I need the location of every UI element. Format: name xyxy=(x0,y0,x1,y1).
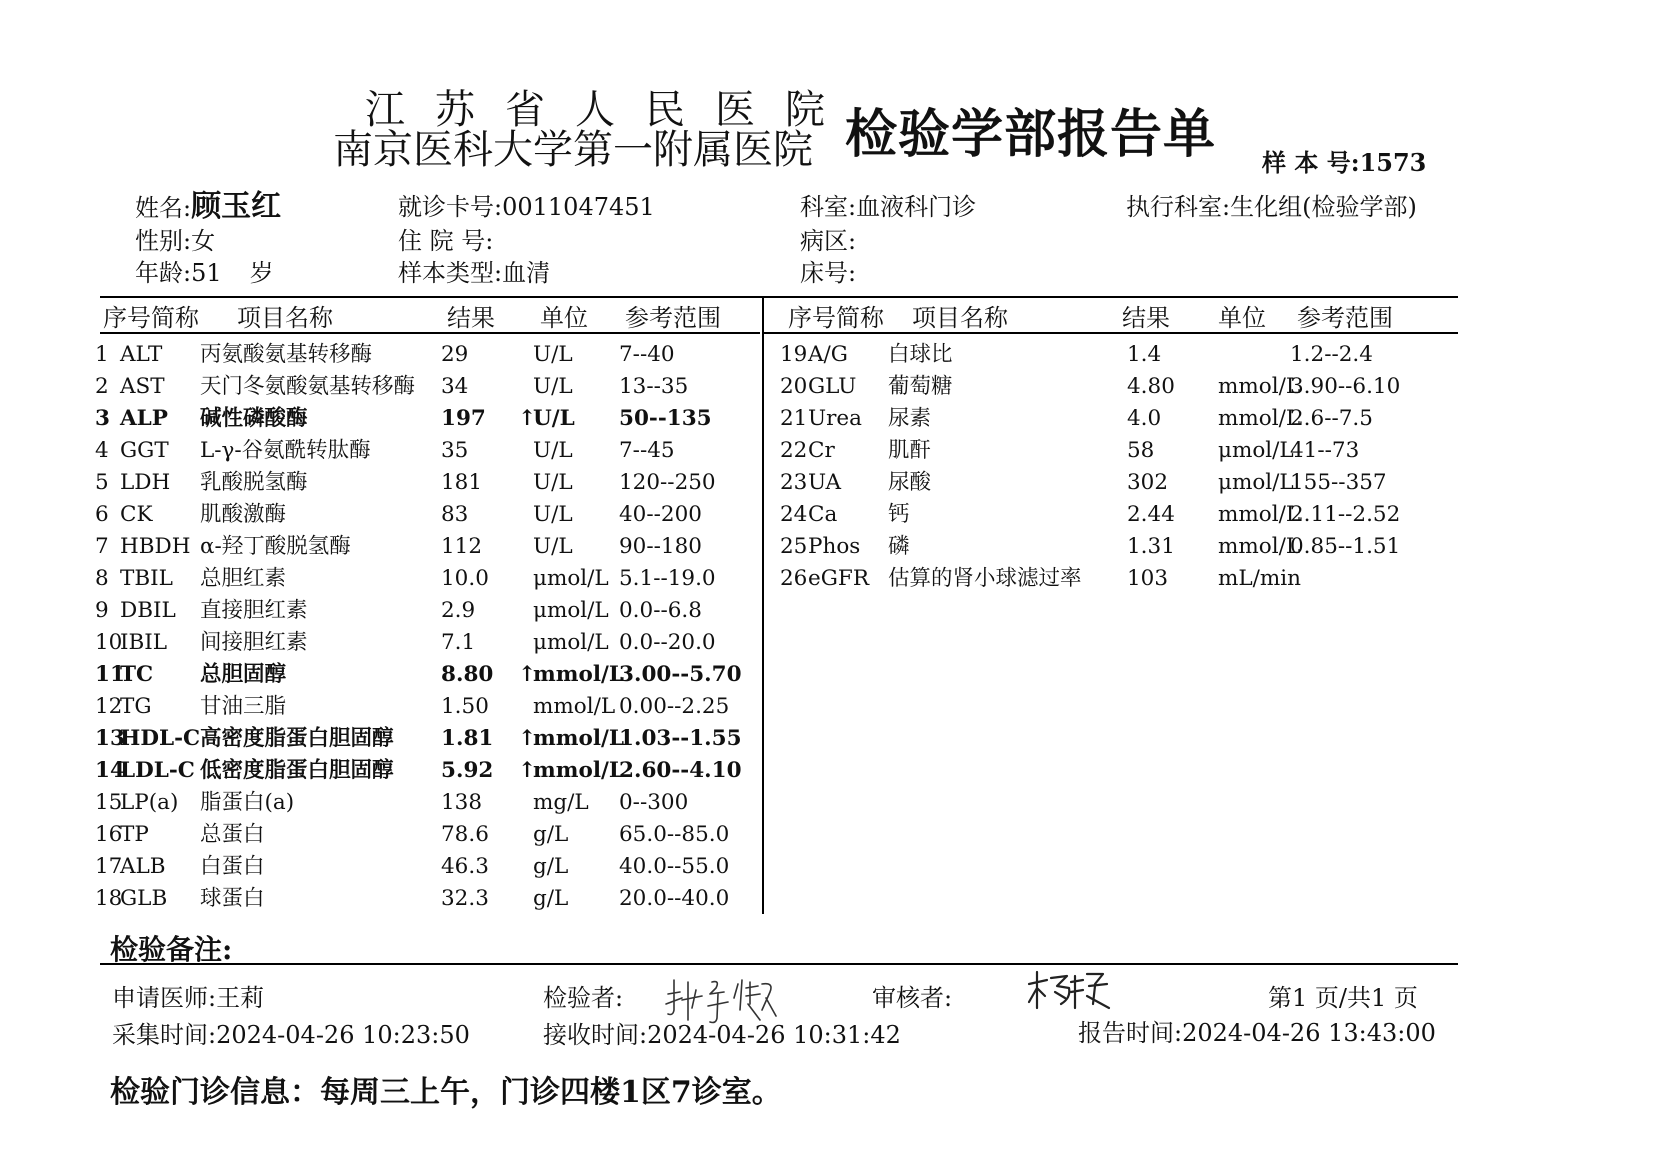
right-item-result: 1.4 xyxy=(1127,342,1162,367)
left-item-code: LP(a) xyxy=(120,790,179,815)
left-item-result: 181 xyxy=(441,470,483,495)
receive-time-value: 2024-04-26 10:31:42 xyxy=(647,1021,901,1049)
table-row xyxy=(0,628,1653,660)
left-item-unit: U/L xyxy=(533,342,573,367)
page-info: 第1 页/共1 页 xyxy=(1268,984,1418,1012)
left-item-unit: U/L xyxy=(533,470,573,495)
report-time-label: 报告时间: xyxy=(1078,1019,1183,1047)
table-row xyxy=(0,340,1653,372)
right-item-unit: μmol/L xyxy=(1218,438,1294,463)
left-item-code: TBIL xyxy=(120,566,173,591)
left-item-flag: ↑ xyxy=(518,662,537,687)
left-item-result: 34 xyxy=(441,374,469,399)
table-row xyxy=(0,884,1653,916)
clinic-notice: 检验门诊信息：每周三上午，门诊四楼1区7诊室。 xyxy=(110,1075,782,1110)
right-item-number: 22 xyxy=(780,438,808,463)
left-item-range: 7--40 xyxy=(619,342,675,367)
left-item-range: 50--135 xyxy=(619,406,712,431)
card-number xyxy=(398,192,655,222)
table-row xyxy=(0,692,1653,724)
left-item-unit: U/L xyxy=(533,534,573,559)
right-item-name: 钙 xyxy=(888,502,910,527)
inpatient-number-label: 住 院 号: xyxy=(398,227,494,255)
left-item-range: 90--180 xyxy=(619,534,702,559)
hospital-name-line1: 江苏省人民医院 xyxy=(365,87,855,133)
left-item-code: TP xyxy=(120,822,149,847)
remarks-label: 检验备注: xyxy=(110,933,233,966)
left-item-range: 40.0--55.0 xyxy=(619,854,730,879)
left-item-unit: μmol/L xyxy=(533,630,609,655)
reviewer-label: 审核者: xyxy=(872,984,953,1012)
left-item-result: 8.80 xyxy=(441,662,494,687)
report-time-value: 2024-04-26 13:43:00 xyxy=(1182,1019,1436,1047)
right-item-range: 2.11--2.52 xyxy=(1290,502,1401,527)
right-item-number: 23 xyxy=(780,470,808,495)
right-item-range: 0.85--1.51 xyxy=(1290,534,1401,559)
left-item-number: 3 xyxy=(95,406,110,431)
table-row xyxy=(0,500,1653,532)
left-item-flag: ↑ xyxy=(518,758,537,783)
right-header-code: 序号简称 xyxy=(788,304,884,332)
left-item-number: 11 xyxy=(95,662,125,687)
table-row xyxy=(0,756,1653,788)
left-item-range: 13--35 xyxy=(619,374,689,399)
patient-age-unit: 岁 xyxy=(249,259,274,287)
patient-name-value: 顾玉红 xyxy=(191,189,282,224)
left-item-range: 0--300 xyxy=(619,790,689,815)
left-item-code: GLB xyxy=(120,886,168,911)
table-row xyxy=(0,724,1653,756)
right-item-number: 19 xyxy=(780,342,808,367)
left-item-number: 8 xyxy=(95,566,109,591)
left-item-result: 138 xyxy=(441,790,483,815)
right-item-result: 58 xyxy=(1127,438,1155,463)
left-item-name: 直接胆红素 xyxy=(200,598,308,623)
specimen-type-value: 血清 xyxy=(502,259,551,287)
department-label: 科室: xyxy=(800,193,857,221)
left-item-name: 总胆红素 xyxy=(200,566,287,591)
left-item-range: 40--200 xyxy=(619,502,702,527)
right-item-number: 20 xyxy=(780,374,808,399)
left-item-name: α-羟丁酸脱氢酶 xyxy=(200,534,351,559)
left-item-name: 总胆固醇 xyxy=(200,662,287,687)
left-item-unit: g/L xyxy=(533,886,569,911)
left-item-result: 29 xyxy=(441,342,469,367)
left-item-result: 112 xyxy=(441,534,483,559)
left-item-unit: U/L xyxy=(533,406,575,431)
right-item-name: 估算的肾小球滤过率 xyxy=(888,566,1082,591)
report-title: 检验学部报告单 xyxy=(845,104,1217,165)
left-item-name: 碱性磷酸酶 xyxy=(200,406,308,431)
left-item-result: 7.1 xyxy=(441,630,476,655)
right-item-name: 肌酐 xyxy=(888,438,932,463)
left-item-code: HBDH xyxy=(120,534,191,559)
tester-label: 检验者: xyxy=(543,984,624,1012)
left-item-flag: ↑ xyxy=(518,406,537,431)
receive-time xyxy=(543,1020,901,1050)
right-item-result: 4.80 xyxy=(1127,374,1175,399)
right-item-name: 白球比 xyxy=(888,342,953,367)
patient-age xyxy=(135,258,274,288)
department xyxy=(800,192,976,222)
right-item-range: 2.6--7.5 xyxy=(1290,406,1373,431)
right-item-result: 4.0 xyxy=(1127,406,1162,431)
left-item-code: AST xyxy=(120,374,165,399)
table-row xyxy=(0,564,1653,596)
specimen-type xyxy=(398,258,550,288)
left-item-unit: mg/L xyxy=(533,790,589,815)
left-item-code: GGT xyxy=(120,438,169,463)
left-item-unit: mmol/L xyxy=(533,726,624,751)
left-item-range: 2.60--4.10 xyxy=(619,758,742,783)
right-item-unit: mmol/L xyxy=(1218,374,1301,399)
left-item-number: 7 xyxy=(95,534,109,559)
left-item-name: 低密度脂蛋白胆固醇 xyxy=(200,758,394,783)
left-item-number: 13 xyxy=(95,726,125,751)
left-item-code: ALP xyxy=(120,406,168,431)
sample-number-value: 1573 xyxy=(1359,148,1427,177)
right-item-range: 41--73 xyxy=(1290,438,1360,463)
left-item-result: 10.0 xyxy=(441,566,489,591)
exec-department-label: 执行科室: xyxy=(1126,193,1231,221)
receive-time-label: 接收时间: xyxy=(543,1021,648,1049)
right-item-result: 1.31 xyxy=(1127,534,1175,559)
left-item-number: 1 xyxy=(95,342,109,367)
table-row xyxy=(0,372,1653,404)
left-item-range: 120--250 xyxy=(619,470,716,495)
left-item-result: 1.50 xyxy=(441,694,489,719)
left-item-name: 总蛋白 xyxy=(200,822,265,847)
patient-name-label: 姓名: xyxy=(135,194,192,222)
left-item-number: 14 xyxy=(95,758,125,783)
hospital-name-line2: 南京医科大学第一附属医院 xyxy=(333,127,813,173)
bed-number xyxy=(800,258,856,288)
left-item-name: 高密度脂蛋白胆固醇 xyxy=(200,726,394,751)
left-item-unit: mmol/L xyxy=(533,662,624,687)
specimen-type-label: 样本类型: xyxy=(398,259,503,287)
left-item-name: 脂蛋白(a) xyxy=(200,790,295,815)
left-item-name: 白蛋白 xyxy=(200,854,265,879)
right-item-unit: mL/min xyxy=(1218,566,1302,591)
left-item-result: 2.9 xyxy=(441,598,476,623)
left-item-code: TC xyxy=(120,662,154,687)
left-item-unit: U/L xyxy=(533,438,573,463)
right-item-range: 155--357 xyxy=(1290,470,1387,495)
left-item-code: DBIL xyxy=(120,598,176,623)
card-number-value: 0011047451 xyxy=(502,193,655,221)
left-item-range: 3.00--5.70 xyxy=(619,662,742,687)
right-header-unit: 单位 xyxy=(1218,304,1266,332)
left-item-code: CK xyxy=(120,502,153,527)
left-item-number: 6 xyxy=(95,502,109,527)
right-item-result: 103 xyxy=(1127,566,1169,591)
right-item-code: Phos xyxy=(808,534,861,559)
left-item-range: 65.0--85.0 xyxy=(619,822,730,847)
right-item-name: 磷 xyxy=(888,534,910,559)
table-row xyxy=(0,660,1653,692)
left-item-range: 7--45 xyxy=(619,438,675,463)
right-item-range: 1.2--2.4 xyxy=(1290,342,1373,367)
left-item-code: LDH xyxy=(120,470,171,495)
left-item-result: 32.3 xyxy=(441,886,489,911)
exec-department xyxy=(1126,192,1417,222)
right-item-result: 2.44 xyxy=(1127,502,1175,527)
left-item-range: 0.0--20.0 xyxy=(619,630,716,655)
right-item-code: Urea xyxy=(808,406,862,431)
right-item-code: UA xyxy=(808,470,841,495)
patient-age-value: 51 xyxy=(191,259,222,287)
left-item-unit: U/L xyxy=(533,502,573,527)
left-item-name: 甘油三脂 xyxy=(200,694,287,719)
left-item-range: 20.0--40.0 xyxy=(619,886,730,911)
left-item-flag: ↑ xyxy=(518,726,537,751)
right-item-unit: mmol/L xyxy=(1218,502,1301,527)
left-item-name: L-γ-谷氨酰转肽酶 xyxy=(200,438,371,463)
left-item-number: 2 xyxy=(95,374,109,399)
right-item-name: 葡萄糖 xyxy=(888,374,953,399)
left-item-result: 83 xyxy=(441,502,469,527)
table-row xyxy=(0,436,1653,468)
left-item-name: 肌酸激酶 xyxy=(200,502,287,527)
right-item-number: 21 xyxy=(780,406,808,431)
collect-time xyxy=(112,1020,470,1050)
left-item-code: LDL-C xyxy=(120,758,195,783)
left-item-range: 0.00--2.25 xyxy=(619,694,730,719)
sample-number-label: 样 本 号: xyxy=(1262,148,1360,177)
ward xyxy=(800,226,856,256)
left-item-number: 10 xyxy=(95,630,123,655)
right-header-range: 参考范围 xyxy=(1297,304,1393,332)
right-item-result: 302 xyxy=(1127,470,1169,495)
right-item-code: Ca xyxy=(808,502,838,527)
department-value: 血液科门诊 xyxy=(856,193,977,221)
left-item-number: 17 xyxy=(95,854,123,879)
right-item-code: A/G xyxy=(808,342,848,367)
left-header-code: 序号简称 xyxy=(103,304,199,332)
right-item-number: 26 xyxy=(780,566,808,591)
reviewer-signature-drawing xyxy=(1025,968,1115,1018)
ward-label: 病区: xyxy=(800,227,857,255)
table-row xyxy=(0,596,1653,628)
left-item-number: 15 xyxy=(95,790,123,815)
right-item-name: 尿素 xyxy=(888,406,932,431)
requesting-doctor-label: 申请医师: xyxy=(112,984,217,1012)
left-item-result: 35 xyxy=(441,438,469,463)
reviewer-signature xyxy=(1025,968,1115,1018)
left-item-number: 4 xyxy=(95,438,109,463)
table-row xyxy=(0,404,1653,436)
left-item-code: IBIL xyxy=(120,630,168,655)
left-item-range: 1.03--1.55 xyxy=(619,726,742,751)
inpatient-number xyxy=(398,226,493,256)
right-item-code: GLU xyxy=(808,374,857,399)
left-item-range: 0.0--6.8 xyxy=(619,598,702,623)
report-time xyxy=(1078,1018,1436,1048)
table-row xyxy=(0,852,1653,884)
left-item-code: HDL-C xyxy=(120,726,201,751)
right-item-number: 25 xyxy=(780,534,808,559)
left-item-number: 5 xyxy=(95,470,109,495)
bed-number-label: 床号: xyxy=(800,259,857,287)
left-item-name: 间接胆红素 xyxy=(200,630,308,655)
right-item-unit: μmol/L xyxy=(1218,470,1294,495)
left-item-unit: U/L xyxy=(533,374,573,399)
requesting-doctor-value: 王莉 xyxy=(216,984,265,1012)
left-item-unit: mmol/L xyxy=(533,758,624,783)
card-number-label: 就诊卡号: xyxy=(398,193,503,221)
right-item-code: eGFR xyxy=(808,566,870,591)
left-item-number: 9 xyxy=(95,598,109,623)
left-item-unit: μmol/L xyxy=(533,566,609,591)
sample-number xyxy=(1262,148,1426,178)
right-item-name: 尿酸 xyxy=(888,470,932,495)
left-item-result: 46.3 xyxy=(441,854,489,879)
left-item-name: 天门冬氨酸氨基转移酶 xyxy=(200,374,416,399)
remarks-rule xyxy=(100,963,1458,965)
patient-sex-label: 性别: xyxy=(135,227,192,255)
left-item-code: TG xyxy=(120,694,152,719)
right-item-number: 24 xyxy=(780,502,808,527)
right-item-range: 3.90--6.10 xyxy=(1290,374,1401,399)
table-row xyxy=(0,468,1653,500)
patient-age-label: 年龄: xyxy=(135,259,192,287)
left-item-result: 5.92 xyxy=(441,758,494,783)
exec-department-value: 生化组(检验学部) xyxy=(1230,193,1417,221)
table-row xyxy=(0,788,1653,820)
left-header-unit: 单位 xyxy=(540,304,588,332)
left-header-result: 结果 xyxy=(447,304,495,332)
left-item-range: 5.1--19.0 xyxy=(619,566,716,591)
left-item-unit: mmol/L xyxy=(533,694,616,719)
left-item-name: 乳酸脱氢酶 xyxy=(200,470,308,495)
left-item-number: 12 xyxy=(95,694,123,719)
right-item-unit: mmol/L xyxy=(1218,406,1301,431)
table-row xyxy=(0,532,1653,564)
right-header-result: 结果 xyxy=(1122,304,1170,332)
table-row xyxy=(0,820,1653,852)
left-item-unit: g/L xyxy=(533,854,569,879)
left-item-name: 丙氨酸氨基转移酶 xyxy=(200,342,373,367)
patient-sex-value: 女 xyxy=(191,227,216,255)
patient-name xyxy=(135,189,282,224)
left-item-code: ALT xyxy=(120,342,163,367)
collect-time-label: 采集时间: xyxy=(112,1021,217,1049)
table-top-rule xyxy=(100,296,1458,298)
left-item-result: 197 xyxy=(441,406,486,431)
left-item-result: 78.6 xyxy=(441,822,489,847)
right-header-name: 项目名称 xyxy=(912,304,1008,332)
left-item-unit: g/L xyxy=(533,822,569,847)
right-item-unit: mmol/L xyxy=(1218,534,1301,559)
left-item-code: ALB xyxy=(120,854,166,879)
right-item-code: Cr xyxy=(808,438,835,463)
left-item-unit: μmol/L xyxy=(533,598,609,623)
left-header-range: 参考范围 xyxy=(625,304,721,332)
requesting-doctor xyxy=(112,983,264,1013)
patient-sex xyxy=(135,226,215,256)
left-item-number: 16 xyxy=(95,822,123,847)
left-item-name: 球蛋白 xyxy=(200,886,265,911)
left-header-name: 项目名称 xyxy=(237,304,333,332)
collect-time-value: 2024-04-26 10:23:50 xyxy=(216,1021,470,1049)
left-item-result: 1.81 xyxy=(441,726,494,751)
left-item-number: 18 xyxy=(95,886,123,911)
